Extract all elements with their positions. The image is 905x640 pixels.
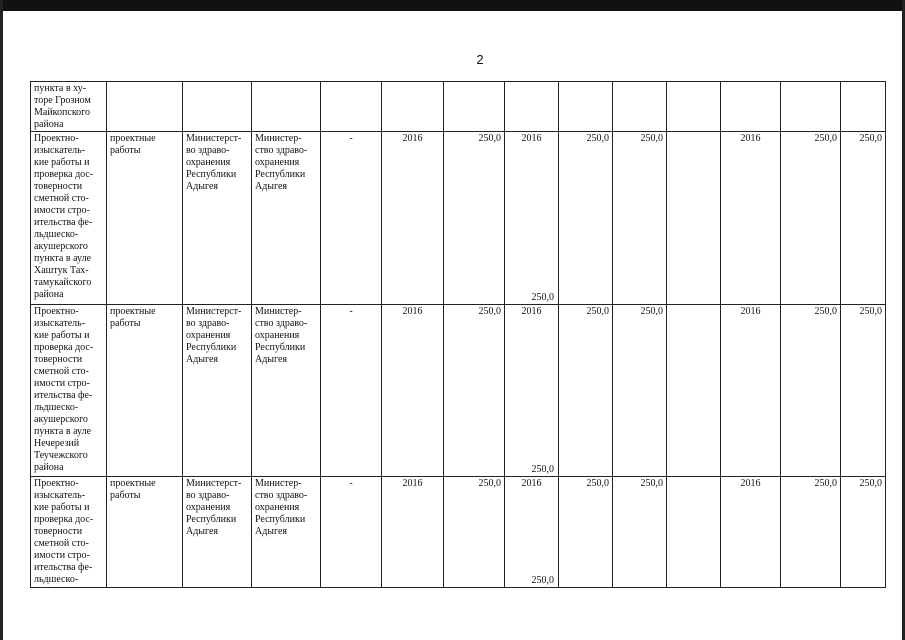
empty-cell — [321, 82, 382, 132]
amount-value: 250,0 — [531, 575, 554, 586]
amount-cell — [841, 132, 886, 305]
amount-value: 250,0 — [814, 478, 837, 489]
projects-table — [30, 81, 886, 588]
page-number: 2 — [476, 52, 484, 67]
empty-cell — [183, 82, 252, 132]
empty-cell — [667, 477, 721, 588]
customer-cell — [183, 477, 252, 588]
dash-value: - — [349, 306, 353, 317]
amount-cell — [841, 477, 886, 588]
work-type: проектные работы — [110, 133, 156, 156]
year-start: 2016 — [402, 306, 423, 317]
dash-cell — [321, 477, 382, 588]
dash-cell — [321, 132, 382, 305]
object-name-cell — [31, 132, 107, 305]
developer-cell — [252, 132, 321, 305]
amount-cell — [781, 305, 841, 477]
work-type-cell — [107, 305, 183, 477]
object-name: пункта в ху- торе Грозном Майкопского района — [34, 83, 91, 130]
customer: Министерст- во здраво- охранения Республики Адыгея — [186, 478, 242, 537]
amount-cell — [559, 477, 613, 588]
amount-value: 250,0 — [859, 306, 882, 317]
empty-cell — [505, 82, 559, 132]
amount-value: 250,0 — [640, 478, 663, 489]
empty-cell — [667, 305, 721, 477]
amount-cell — [559, 132, 613, 305]
amount-cell — [613, 477, 667, 588]
amount-cell — [613, 305, 667, 477]
year-amount-cell — [505, 477, 559, 588]
developer-cell — [252, 305, 321, 477]
year-value: 2016 — [740, 306, 761, 317]
year-value: 2016 — [740, 478, 761, 489]
work-type: проектные работы — [110, 306, 156, 329]
year-value: 2016 — [521, 133, 542, 144]
amount-total-cell — [444, 305, 505, 477]
work-type-cell — [107, 477, 183, 588]
empty-cell — [107, 82, 183, 132]
dash-value: - — [349, 133, 353, 144]
developer-cell — [252, 477, 321, 588]
customer-cell — [183, 305, 252, 477]
year-cell — [721, 477, 781, 588]
amount-total: 250,0 — [478, 478, 501, 489]
dash-cell — [321, 305, 382, 477]
amount-value: 250,0 — [640, 133, 663, 144]
scan-left-border — [0, 0, 3, 640]
table-row — [31, 477, 886, 588]
empty-cell — [382, 82, 444, 132]
amount-value: 250,0 — [640, 306, 663, 317]
amount-cell — [781, 477, 841, 588]
empty-cell — [559, 82, 613, 132]
empty-cell — [444, 82, 505, 132]
developer: Министер- ство здраво- охранения Республики Адыгея — [255, 478, 308, 537]
year-start-cell — [382, 305, 444, 477]
amount-cell — [613, 132, 667, 305]
amount-cell — [841, 305, 886, 477]
table-row — [31, 132, 886, 305]
amount-value: 250,0 — [814, 133, 837, 144]
amount-value: 250,0 — [814, 306, 837, 317]
empty-cell — [613, 82, 667, 132]
developer: Министер- ство здраво- охранения Республики Адыгея — [255, 133, 308, 192]
amount-cell — [781, 132, 841, 305]
object-name: Проектно- изыскатель- кие работы и проверка дос- товерности сметной сто- имости стро- ительства фе- льдшеско- акушерского пункта в ауле Хаштук Тах- тамукайского района — [34, 133, 94, 300]
customer-cell — [183, 132, 252, 305]
object-name-cell — [31, 82, 107, 132]
work-type-cell — [107, 132, 183, 305]
amount-value: 250,0 — [859, 133, 882, 144]
amount-value: 250,0 — [586, 478, 609, 489]
amount-total-cell — [444, 477, 505, 588]
amount-value: 250,0 — [859, 478, 882, 489]
customer: Министерст- во здраво- охранения Республики Адыгея — [186, 306, 242, 365]
object-name-cell — [31, 305, 107, 477]
amount-total-cell — [444, 132, 505, 305]
empty-cell — [667, 132, 721, 305]
amount-cell — [559, 305, 613, 477]
empty-cell — [841, 82, 886, 132]
amount-value: 250,0 — [531, 292, 554, 303]
year-amount-cell — [505, 132, 559, 305]
object-name: Проектно- изыскатель- кие работы и проверка дос- товерности сметной сто- имости стро- ительства фе- льдшеско- акушерского пункта в ауле Нечерезий Теучежского района — [34, 306, 94, 473]
year-cell — [721, 305, 781, 477]
empty-cell — [781, 82, 841, 132]
year-start: 2016 — [402, 478, 423, 489]
table-row — [31, 82, 886, 132]
empty-cell — [721, 82, 781, 132]
empty-cell — [667, 82, 721, 132]
year-amount-cell — [505, 305, 559, 477]
year-cell — [721, 132, 781, 305]
developer: Министер- ство здраво- охранения Республики Адыгея — [255, 306, 308, 365]
year-value: 2016 — [740, 133, 761, 144]
object-name-cell — [31, 477, 107, 588]
work-type: проектные работы — [110, 478, 156, 501]
table-row — [31, 305, 886, 477]
amount-total: 250,0 — [478, 306, 501, 317]
amount-total: 250,0 — [478, 133, 501, 144]
amount-value: 250,0 — [531, 464, 554, 475]
year-value: 2016 — [521, 306, 542, 317]
scan-top-border — [0, 0, 905, 11]
amount-value: 250,0 — [586, 306, 609, 317]
year-start: 2016 — [402, 133, 423, 144]
customer: Министерст- во здраво- охранения Республики Адыгея — [186, 133, 242, 192]
empty-cell — [252, 82, 321, 132]
amount-value: 250,0 — [586, 133, 609, 144]
year-start-cell — [382, 132, 444, 305]
year-value: 2016 — [521, 478, 542, 489]
object-name: Проектно- изыскатель- кие работы и проверка дос- товерности сметной сто- имости стро- ительства фе- льдшеско- — [34, 478, 94, 585]
dash-value: - — [349, 478, 353, 489]
year-start-cell — [382, 477, 444, 588]
